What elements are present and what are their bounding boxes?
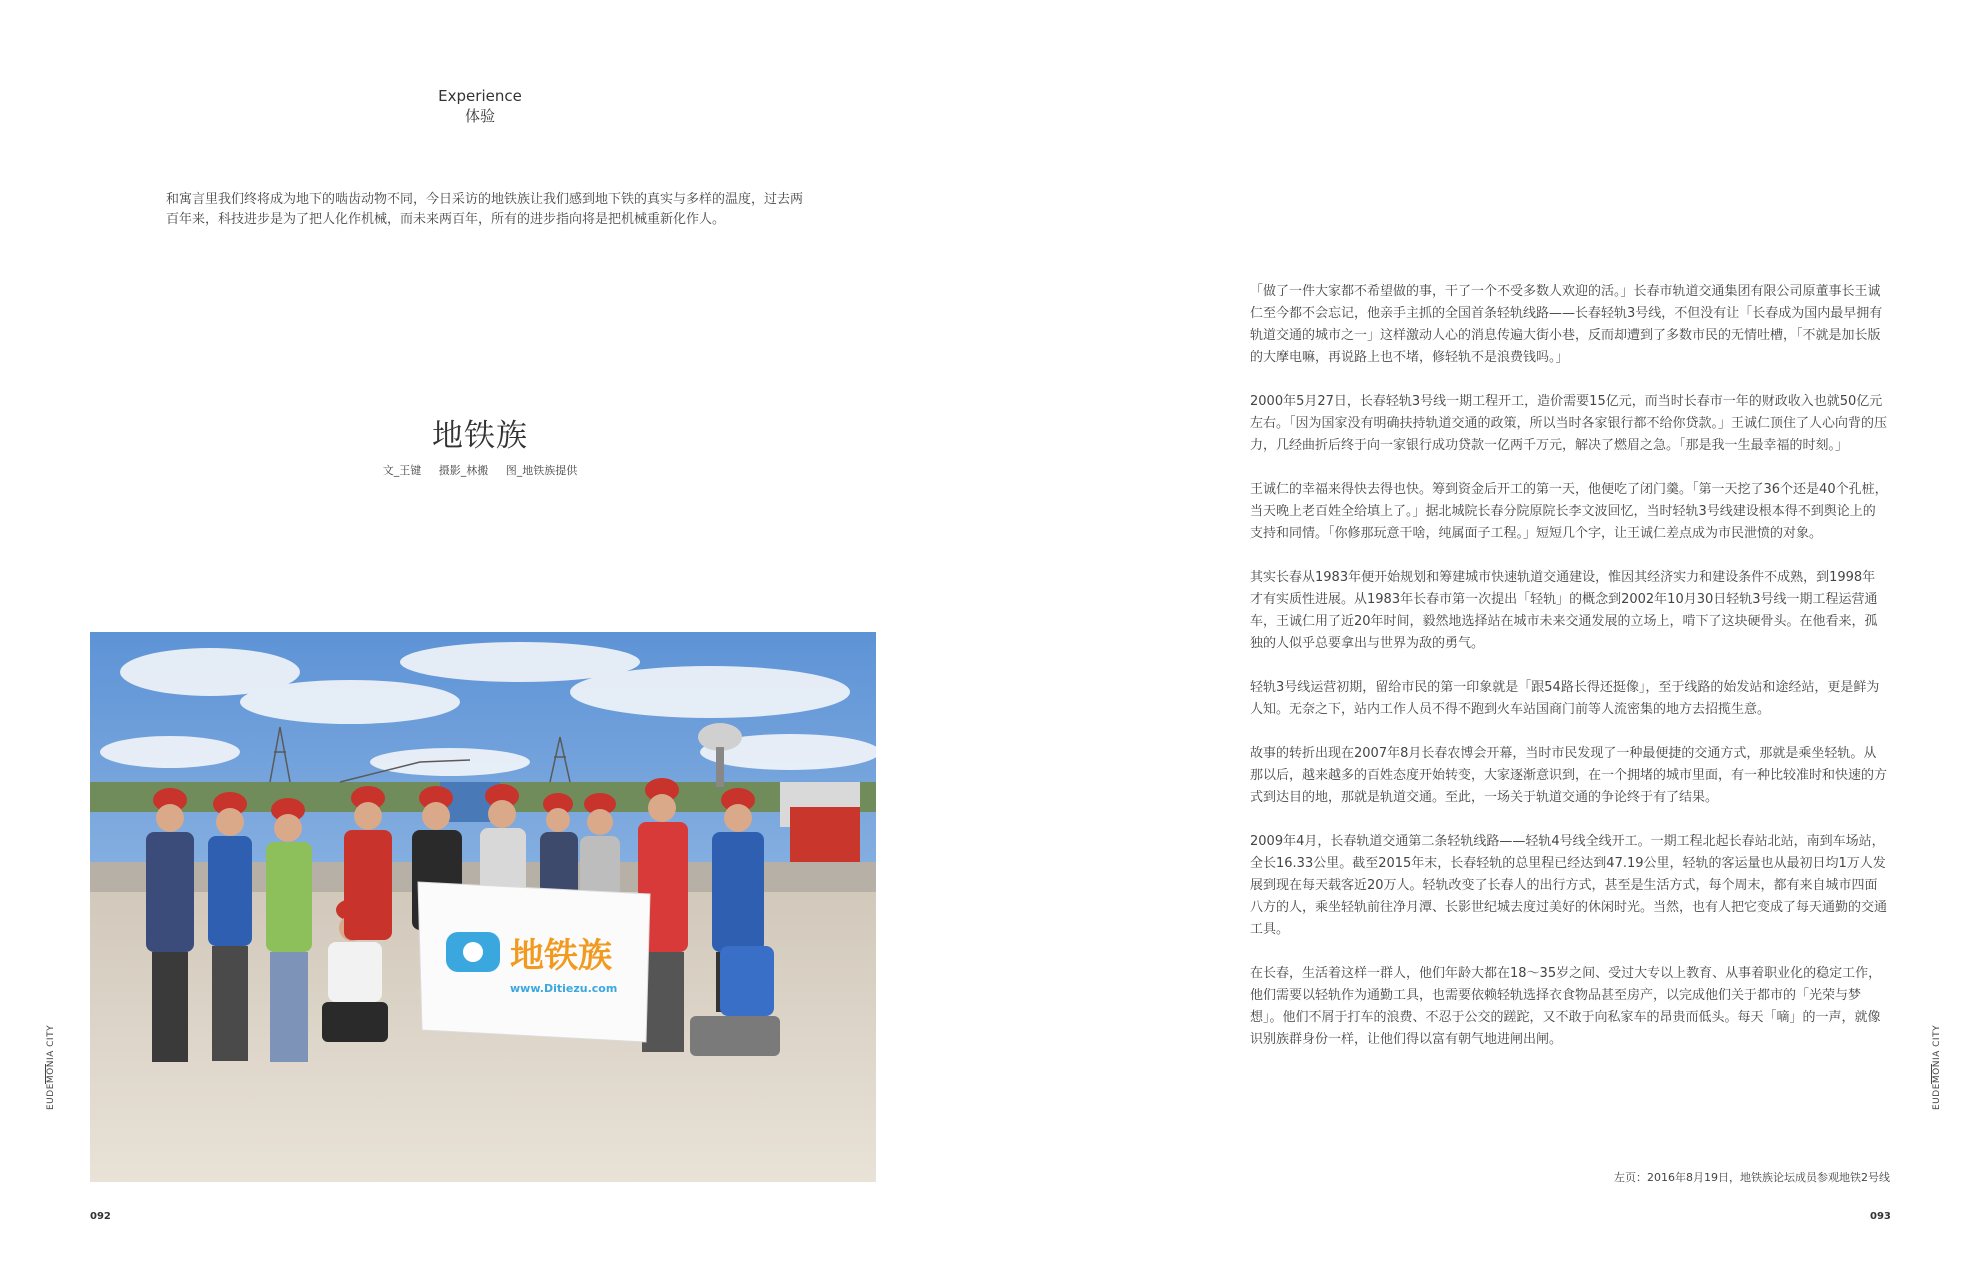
side-text-left: EUDEMONIA CITY: [46, 1024, 56, 1110]
banner: [418, 882, 650, 1042]
body-paragraph-4: 其实长春从1983年便开始规划和筹建城市快速轨道交通建设，惟因其经济实力和建设条件不成熟，到1998年才有实质性进展。从1983年长春市第一次提出「轻轨」的概念到2002年10月30日轻轨3号线一期工程运营通车，王诚仁用了近20年时间，毅然地选择站在城市未来交通发展的立场上，啃下了这块硬骨头。在他看来，孤独的人似乎总要拿出与世界为敌的勇气。: [1250, 570, 1878, 651]
intro-paragraph: 和寓言里我们终将成为地下的啮齿动物不同，今日采访的地铁族让我们感到地下铁的真实与多样的温度，过去两百年来，科技进步是为了把人化作机械，而未来两百年，所有的进步指向将是把机械重新化作人。: [166, 192, 804, 227]
body-paragraph-1: 「做了一件大家都不希望做的事，干了一个不受多数人欢迎的活。」长春市轨道交通集团有限公司原董事长王诚仁至今都不会忘记，他亲手主抓的全国首条轻轨线路——长春轻轨3号线，不但没有让「长春成为国内最早拥有轨道交通的城市之一」这样激动人心的消息传遍大街小巷，反而却遭到了多数市民的无情吐槽，「不就是加长版的大摩电嘛，再说路上也不堵，修轻轨不是浪费钱吗。」: [1250, 284, 1883, 365]
article-body: [1250, 281, 1888, 1073]
credit-images: 图_地铁族提供: [505, 464, 578, 477]
body-paragraph-6: 故事的转折出现在2007年8月长春农博会开幕，当时市民发现了一种最便捷的交通方式，那就是乘坐轻轨。从那以后，越来越多的百姓态度开始转变，大家逐渐意识到，在一个拥堵的城市里面，有一种比较准时和快速的方式到达目的地，那就是轨道交通。至此，一场关于轨道交通的争论终于有了结果。: [1250, 746, 1888, 805]
credit-photographer: 摄影_林搬: [438, 464, 489, 477]
banner-logo-icon: [446, 932, 500, 972]
body-paragraph-3: 王诚仁的幸福来得快去得也快。筹到资金后开工的第一天，他便吃了闭门羹。「第一天挖了36个还是40个孔桩，当天晚上老百姓全给填上了。」据北城院长春分院原院长李文波回忆，当时轻轨3号线建设根本得不到舆论上的支持和同情。「你修那玩意干啥，纯属面子工程。」短短几个字，让王诚仁差点成为市民泄愤的对象。: [1250, 482, 1888, 541]
banner-url: www.Ditiezu.com: [510, 982, 618, 995]
body-paragraph-7: 2009年4月，长春轨道交通第二条轻轨线路——轻轨4号线全线开工。一期工程北起长春站北站，南到车场站，全长16.33公里。截至2015年末，长春轻轨的总里程已经达到47.19公里，轻轨的客运量也从最初日均1万人发展到现在每天载客近20万人。轻轨改变了长春人的出行方式，甚至是生活方式，每个周末，都有来自城市四面八方的人，乘坐轻轨前往净月潭、长影世纪城去度过美好的休闲时光。当然，也有人把它变成了每天通勤的交通工具。: [1250, 834, 1888, 937]
article-title: 地铁族: [432, 418, 528, 454]
page-number-left: 092: [90, 1211, 111, 1222]
article-credits: [330, 462, 630, 478]
body-paragraph-8: 在长春，生活着这样一群人，他们年龄大都在18～35岁之间、受过大专以上教育、从事着职业化的稳定工作，他们需要以轻轨作为通勤工具，也需要依赖轻轨选择衣食物品甚至房产，以完成他们关于都市的「光荣与梦想」。他们不屑于打车的浪费、不忍于公交的蹉跎，又不敢于向私家车的昂贵而低头。每天「嘀」的一声，就像识别族群身份一样，让他们得以富有朝气地进闸出闸。: [1250, 966, 1882, 1047]
photo-caption: 左页：2016年8月19日，地铁族论坛成员参观地铁2号线: [1614, 1171, 1890, 1184]
section-label-cn: 体验: [464, 107, 495, 125]
section-label: [380, 86, 580, 126]
body-paragraph-5: 轻轨3号线运营初期，留给市民的第一印象就是「跟54路长得还挺像」，至于线路的始发站和途经站，更是鲜为人知。无奈之下，站内工作人员不得不跑到火车站国商门前等人流密集的地方去招揽生意。: [1250, 680, 1880, 717]
page-number-right: 093: [1870, 1211, 1891, 1222]
group-photo: [90, 632, 876, 1182]
section-label-en: Experience: [438, 87, 522, 105]
body-paragraph-2: 2000年5月27日，长春轻轨3号线一期工程开工，造价需要15亿元，而当时长春市一年的财政收入也就50亿元左右。「因为国家没有明确扶持轨道交通的政策，所以当时各家银行都不给你贷款。」王诚仁顶住了人心向背的压力，几经曲折后终于向一家银行成功贷款一亿两千万元，解决了燃眉之急。「那是我一生最幸福的时刻。」: [1250, 394, 1888, 453]
banner-logo-text: 地铁族: [510, 936, 612, 976]
side-text-right: EUDEMONIA CITY: [1932, 1024, 1942, 1110]
credit-writer: 文_王键: [382, 464, 422, 477]
